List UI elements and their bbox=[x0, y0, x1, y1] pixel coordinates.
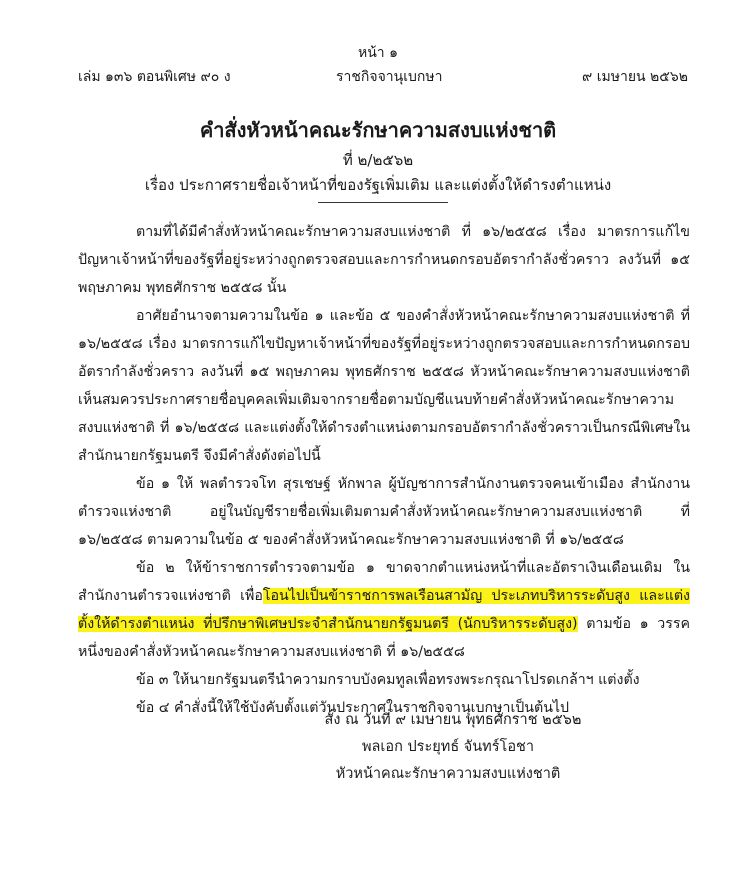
paragraph-clause-2 bbox=[78, 554, 690, 666]
signatory-position: หัวหน้าคณะรักษาความสงบแห่งชาติ bbox=[335, 766, 561, 782]
paragraph-clause-1: ข้อ ๑ ให้ พลตำรวจโท สุรเชษฐ์ หักพาล ผู้บัญชาการสำนักงานตรวจคนเข้าเมือง สำนักงานตำรวจแห่งชาติ อยู่ในบัญชีรายชื่อเพิ่มเติมตามคำสั่งหัวหน้าคณะรักษาความสงบแห่งชาติ ที่ ๑๖/๒๕๕๘ ตามความในข้อ ๕ ของคำสั่งหัวหน้าคณะรักษาความสงบแห่งชาติ ที่ ๑๖/๒๕๕๘ bbox=[78, 476, 690, 548]
paragraph-clause-4: ข้อ ๔ คำสั่งนี้ให้ใช้บังคับตั้งแต่วันประกาศในราชกิจจานุเบกษาเป็นต้นไป bbox=[136, 700, 570, 716]
gazette-name: ราชกิจจานุเบกษา bbox=[336, 69, 443, 85]
signatory-name: พลเอก ประยุทธ์ จันทร์โอชา bbox=[361, 739, 535, 755]
volume-issue: เล่ม ๑๓๖ ตอนพิเศษ ๙๐ ง bbox=[78, 69, 231, 85]
paragraph-authority: อาศัยอำนาจตามความในข้อ ๑ และข้อ ๕ ของคำสั่งหัวหน้าคณะรักษาความสงบแห่งชาติ ที่ ๑๖/๒๕๕๘ เรื่อง มาตรการแก้ไขปัญหาเจ้าหน้าที่ของรัฐที่อยู่ระหว่างถูกตรวจสอบและการกำหนดกรอบอัตรากำลังชั่วคราว ลงวันที่ ๑๕ พฤษภาคม พุทธศักราช ๒๕๕๘ หัวหน้าคณะรักษาความสงบแห่งชาติ เห็นสมควรประกาศรายชื่อบุคคลเพิ่มเติมจากรายชื่อตามบัญชีแนบท้ายคำสั่งหัวหน้าคณะรักษาความสงบแห่งชาติ ที่ ๑๖/๒๕๕๘ และแต่งตั้งให้ดำรงตำแหน่งตามกรอบอัตรากำลังชั่วคราวเป็นกรณีพิเศษในสำนักนายกรัฐมนตรี จึงมีคำสั่งดังต่อไปนี้ bbox=[78, 308, 690, 464]
order-title: คำสั่งหัวหน้าคณะรักษาความสงบแห่งชาติ bbox=[199, 118, 557, 142]
page-number: หน้า ๑ bbox=[358, 45, 398, 61]
divider bbox=[318, 202, 448, 203]
clause-2-text-end: ตามข้อ ๑ วรรคหนึ่งของคำสั่งหัวหน้าคณะรักษาความสงบแห่งชาติ ที่ ๑๖/๒๕๕๘ bbox=[78, 616, 690, 660]
clause-2-text-start: ข้อ ๒ ให้ข้าราชการตำรวจตามข้อ ๑ ขาดจากตำแหน่งหน้าที่และอัตราเงินเดือนเดิม ในสำนักงานตำรวจแห่งชาติ เพื่อ bbox=[78, 560, 690, 604]
order-body bbox=[78, 218, 690, 722]
gazette-header bbox=[78, 66, 688, 86]
highlighted-text: โอนไปเป็นข้าราชการพลเรือนสามัญ ประเภทบริหารระดับสูง และแต่งตั้งให้ดำรงตำแหน่ง ที่ปรึกษาพิเศษประจำสำนักนายกรัฐมนตรี (นักบริหารระดับสูง) bbox=[78, 588, 690, 632]
order-number: ที่ ๒/๒๕๖๒ bbox=[342, 151, 414, 169]
signature-date: สั่ง ณ วันที่ ๙ เมษายน พุทธศักราช ๒๕๖๒ bbox=[324, 712, 582, 728]
paragraph-preamble: ตามที่ได้มีคำสั่งหัวหน้าคณะรักษาความสงบแห่งชาติ ที่ ๑๖/๒๕๕๘ เรื่อง มาตรการแก้ไขปัญหาเจ้าหน้าที่ของรัฐที่อยู่ระหว่างถูกตรวจสอบและการกำหนดกรอบอัตรากำลังชั่วคราว ลงวันที่ ๑๕ พฤษภาคม พุทธศักราช ๒๕๕๘ นั้น bbox=[78, 224, 690, 296]
publication-date: ๙ เมษายน ๒๕๖๒ bbox=[582, 69, 688, 85]
paragraph-clause-3: ข้อ ๓ ให้นายกรัฐมนตรีนำความกราบบังคมทูลเพื่อทรงพระกรุณาโปรดเกล้าฯ แต่งตั้ง bbox=[136, 672, 640, 688]
order-subject: เรื่อง ประกาศรายชื่อเจ้าหน้าที่ของรัฐเพิ่มเติม และแต่งตั้งให้ดำรงตำแหน่ง bbox=[144, 176, 612, 194]
